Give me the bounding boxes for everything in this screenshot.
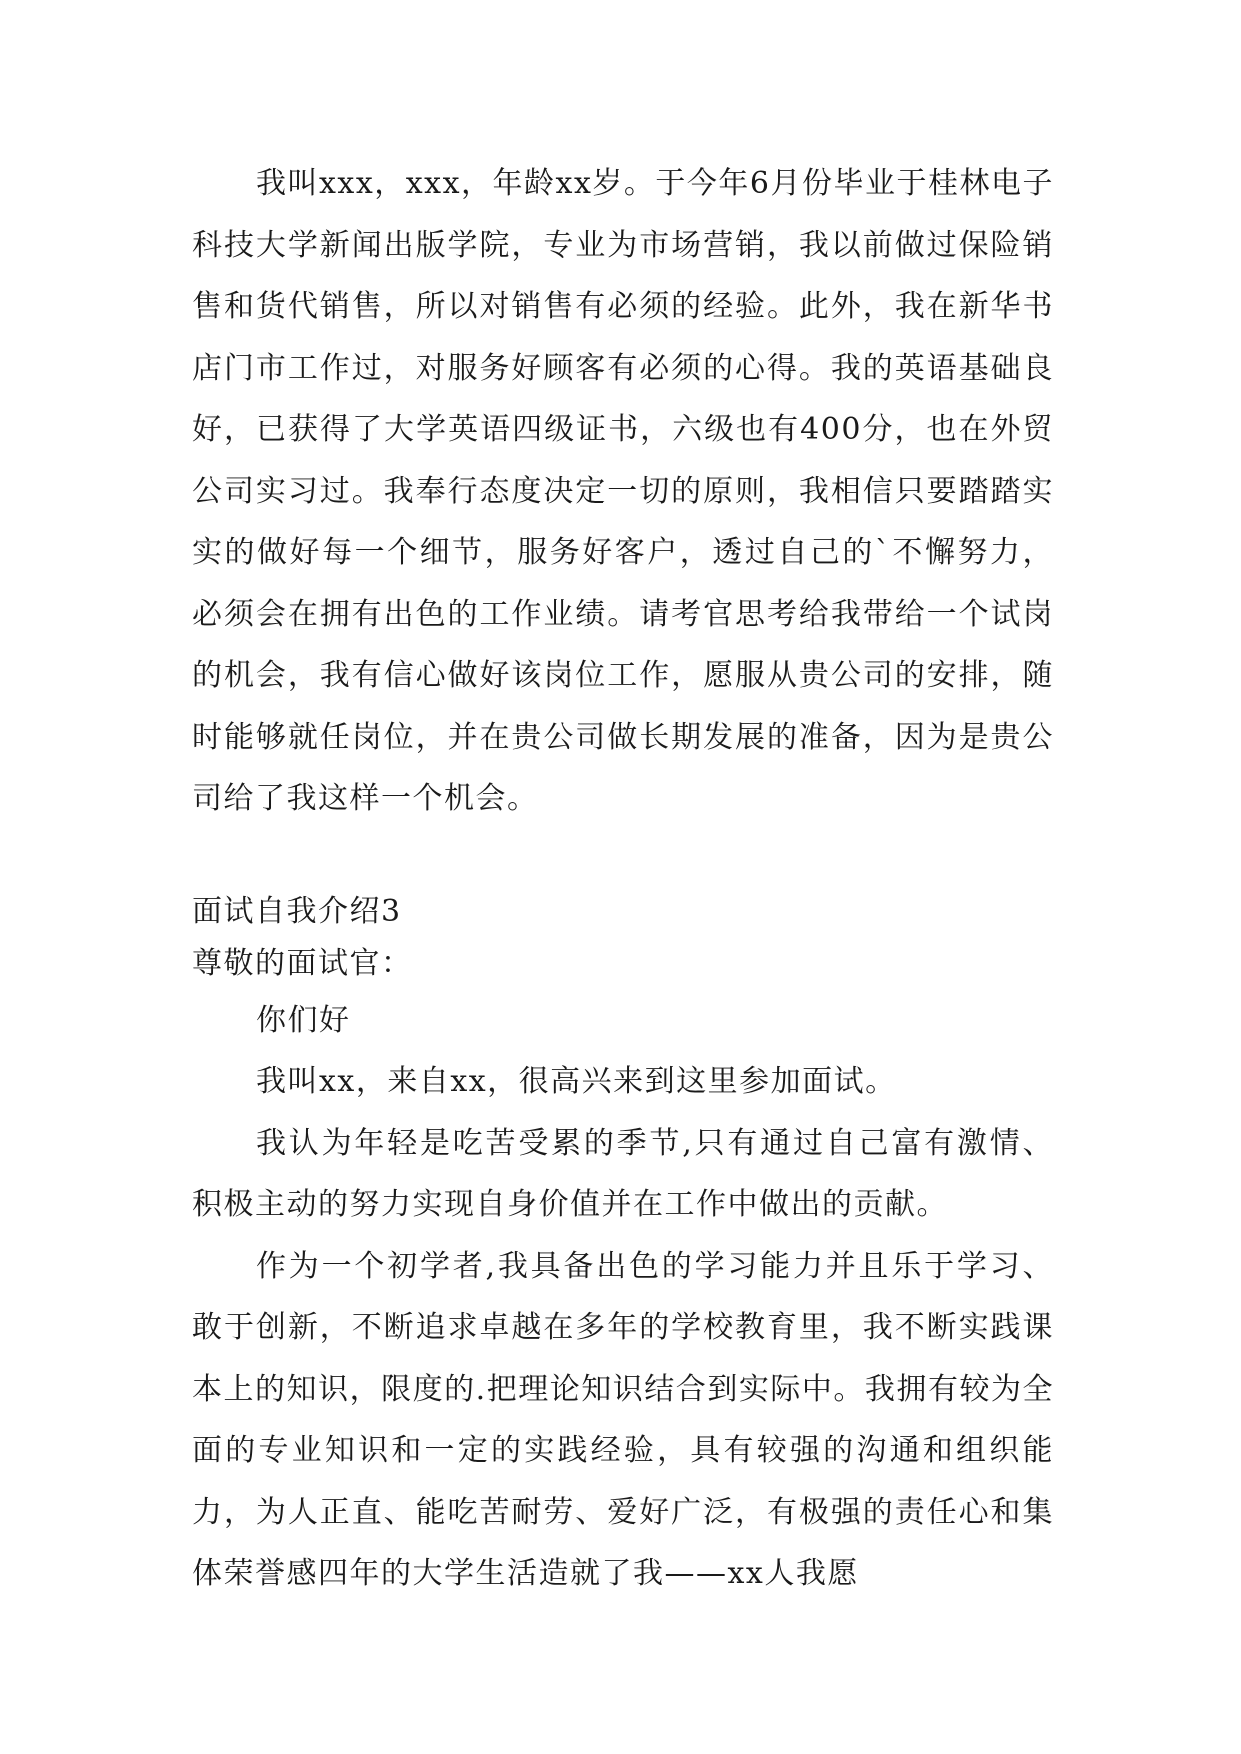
body-paragraph: 我叫xxx，xxx，年龄xx岁。于今年6月份毕业于桂林电子科技大学新闻出版学院，专业为市场营销，我以前做过保险销售和货代销售，所以对销售有必须的经验。此外，我在新华书店门市工作过，对服务好顾客有必须的心得。我的英语基础良好，已获得了大学英语四级证书，六级也有400分，也在外贸公司实习过。我奉行态度决定一切的原则，我相信只要踏踏实实的做好每一个细节，服务好客户，透过自己的`不懈努力，必须会在拥有出色的工作业绩。请考官思考给我带给一个试岗的机会，我有信心做好该岗位工作，愿服从贵公司的安排，随时能够就任岗位，并在贵公司做长期发展的准备，因为是贵公司给了我这样一个机会。	[192, 166, 1054, 816]
body-paragraph: 我认为年轻是吃苦受累的季节,只有通过自己富有激情、积极主动的努力实现自身价值并在工作中做出的贡献。	[192, 1125, 1054, 1222]
greeting: 你们好	[256, 1002, 351, 1038]
body-paragraph: 我叫xx，来自xx，很高兴来到这里参加面试。	[256, 1064, 897, 1099]
salutation: 尊敬的面试官：	[192, 945, 413, 981]
document-page	[192, 153, 1054, 1605]
section-title: 面试自我介绍3	[192, 893, 402, 929]
paragraph-gap	[192, 830, 1054, 886]
body-paragraph: 作为一个初学者,我具备出色的学习能力并且乐于学习、敢于创新，不断追求卓越在多年的学校教育里，我不断实践课本上的知识，限度的.把理论知识结合到实际中。我拥有较为全面的专业知识和一定的实践经验，具有较强的沟通和组织能力，为人正直、能吃苦耐劳、爱好广泛，有极强的责任心和集体荣誉感四年的大学生活造就了我——xx人我愿	[192, 1248, 1054, 1591]
